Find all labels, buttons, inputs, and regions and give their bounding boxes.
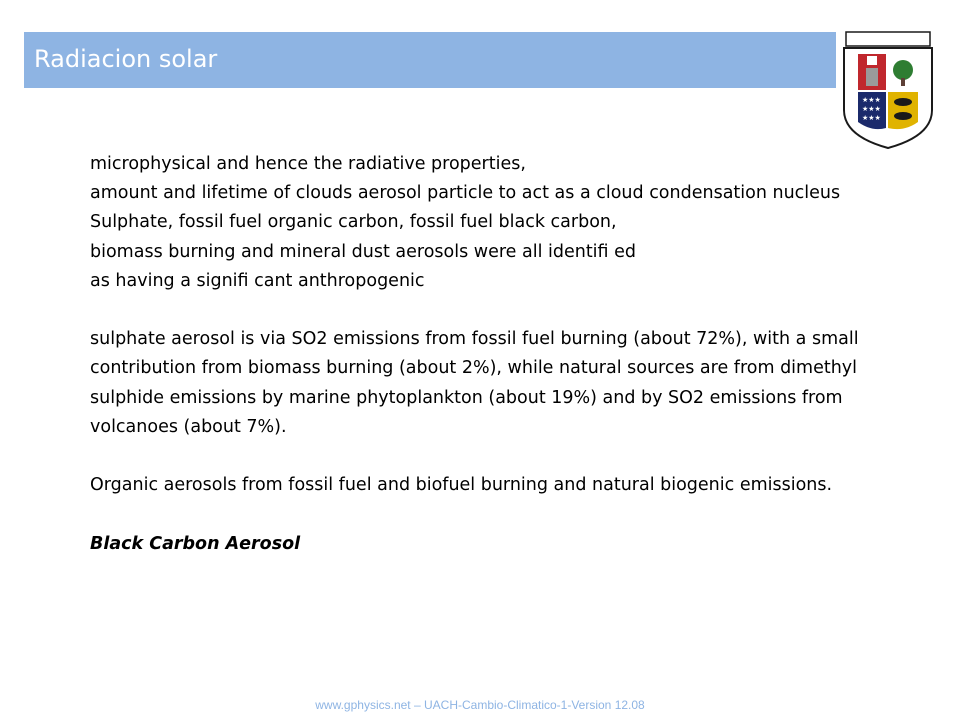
- university-crest-icon: [836, 28, 940, 152]
- organic-paragraph: Organic aerosols from fossil fuel and biofuel burning and natural biogenic emissions.: [90, 475, 833, 496]
- title-bar: [24, 32, 836, 88]
- paragraph-line: Sulphate, fossil fuel organic carbon, fossil fuel black carbon,: [90, 212, 617, 233]
- svg-text:★★★: ★★★: [862, 105, 881, 113]
- paragraph-line: amount and lifetime of clouds aerosol particle to act as a cloud condensation nucleus: [90, 183, 841, 204]
- paragraph-line: as having a signifi cant anthropogenic: [90, 270, 425, 291]
- black-carbon-heading: Black Carbon Aerosol: [90, 533, 301, 554]
- svg-text:★★★: ★★★: [862, 114, 881, 122]
- paragraph-spacer: [90, 296, 880, 325]
- paragraph-line: microphysical and hence the radiative properties,: [90, 154, 526, 174]
- footer-text: www.gphysics.net – UACH-Cambio-Climatico-1-Version 12.08: [315, 698, 645, 712]
- paragraph-line: biomass burning and mineral dust aerosols were all identifi ed: [90, 241, 637, 262]
- slide-title: Radiacion solar: [34, 45, 218, 73]
- svg-text:★★★: ★★★: [862, 96, 881, 104]
- sulphate-paragraph: sulphate aerosol is via SO2 emissions from fossil fuel burning (about 72%), with a small contribution from biomass burning (about 2%), while natural sources are from dimethyl sulphide emissions by marine phytoplankton (about 19%) and by SO2 emissions from volcanoes (about 7%).: [90, 329, 859, 437]
- paragraph-spacer: [90, 442, 880, 471]
- slide-body: [90, 150, 880, 559]
- paragraph-spacer: [90, 500, 880, 529]
